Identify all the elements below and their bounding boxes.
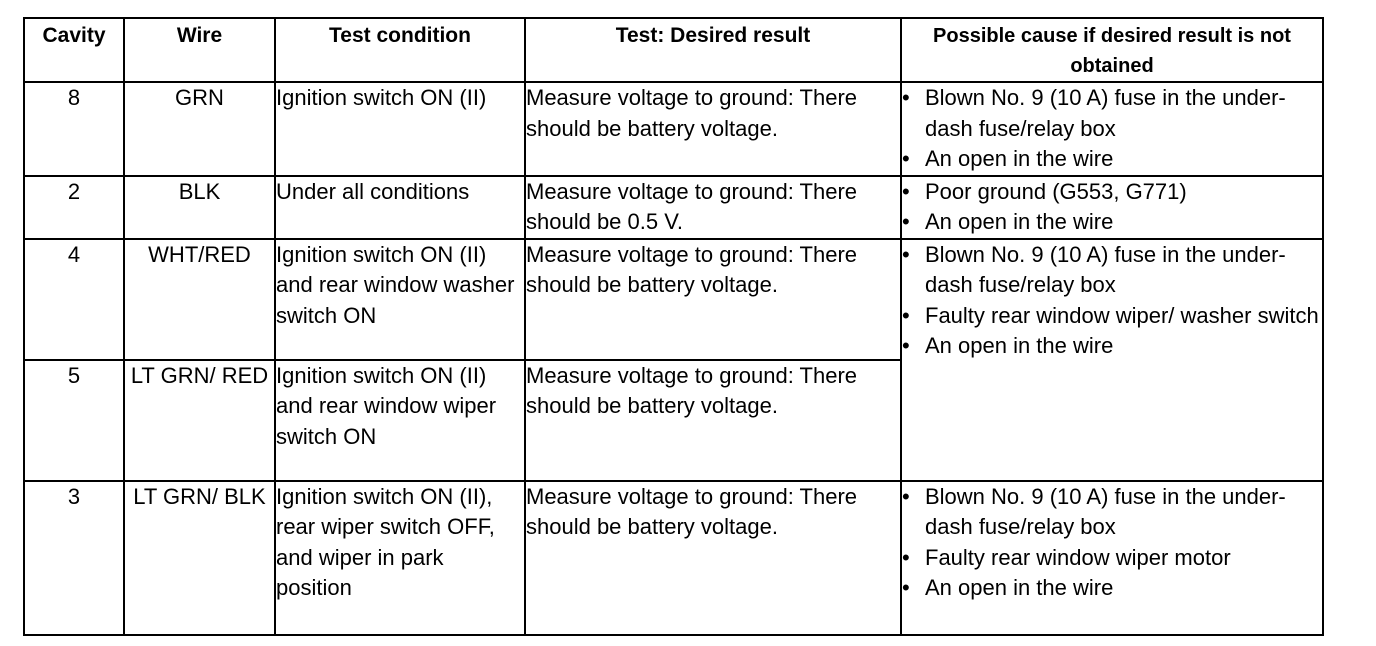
bullet-icon: • xyxy=(902,178,910,204)
cause-item xyxy=(902,573,1322,604)
bullet-icon: • xyxy=(902,333,910,358)
cavity-cell: 5 xyxy=(24,360,124,481)
cause-text: Blown No. 9 (10 A) fuse in the under-dash fuse/relay box xyxy=(925,85,1286,141)
table-row xyxy=(24,82,1323,176)
desired-result-cell: Measure voltage to ground: There should be battery voltage. xyxy=(525,239,901,360)
cause-item xyxy=(902,177,1322,208)
cause-item xyxy=(902,331,1322,362)
cause-list xyxy=(902,177,1322,238)
cavity-cell: 3 xyxy=(24,481,124,635)
bullet-icon: • xyxy=(902,209,910,234)
cause-text: An open in the wire xyxy=(925,333,1114,358)
bullet-icon: • xyxy=(902,146,910,171)
table-row xyxy=(24,239,1323,360)
desired-result-cell: Measure voltage to ground: There should be 0.5 V. xyxy=(525,176,901,239)
header-row xyxy=(24,18,1323,82)
header-test-condition: Test condition xyxy=(275,18,525,82)
desired-result-cell: Measure voltage to ground: There should be battery voltage. xyxy=(525,82,901,176)
cause-item xyxy=(902,83,1322,144)
wire-cell: LT GRN/ RED xyxy=(124,360,275,481)
cause-text: Faulty rear window wiper/ washer switch xyxy=(925,302,1319,328)
header-cavity: Cavity xyxy=(24,18,124,82)
bullet-icon: • xyxy=(902,544,910,570)
cause-text: An open in the wire xyxy=(925,575,1114,600)
bullet-icon: • xyxy=(902,85,910,110)
cause-text: Faulty rear window wiper motor xyxy=(925,544,1231,570)
header-wire: Wire xyxy=(124,18,275,82)
cause-text: Blown No. 9 (10 A) fuse in the under-dash fuse/relay box xyxy=(925,241,1286,297)
header-possible-cause: Possible cause if desired result is not obtained xyxy=(901,18,1323,82)
wire-cell: WHT/RED xyxy=(124,239,275,360)
test-condition-cell: Ignition switch ON (II) xyxy=(275,82,525,176)
cause-text: An open in the wire xyxy=(925,146,1114,171)
cause-item xyxy=(902,482,1322,543)
wire-cell: BLK xyxy=(124,176,275,239)
cavity-cell: 2 xyxy=(24,176,124,239)
cause-item xyxy=(902,301,1322,332)
cause-list xyxy=(902,482,1322,604)
test-condition-cell: Under all conditions xyxy=(275,176,525,239)
cause-text: Blown No. 9 (10 A) fuse in the under-dash fuse/relay box xyxy=(925,483,1286,539)
desired-result-cell: Measure voltage to ground: There should be battery voltage. xyxy=(525,481,901,635)
test-condition-cell: Ignition switch ON (II) and rear window wiper switch ON xyxy=(275,360,525,481)
wire-test-table xyxy=(23,17,1324,636)
test-condition-cell: Ignition switch ON (II) and rear window washer switch ON xyxy=(275,239,525,360)
cause-item xyxy=(902,207,1322,238)
possible-cause-cell xyxy=(901,82,1323,176)
desired-result-cell: Measure voltage to ground: There should be battery voltage. xyxy=(525,360,901,481)
cause-list xyxy=(902,240,1322,362)
possible-cause-cell xyxy=(901,176,1323,239)
table-row xyxy=(24,176,1323,239)
cavity-cell: 4 xyxy=(24,239,124,360)
header-desired-result: Test: Desired result xyxy=(525,18,901,82)
bullet-icon: • xyxy=(902,483,910,509)
bullet-icon: • xyxy=(902,241,910,267)
cause-item xyxy=(902,240,1322,301)
bullet-icon: • xyxy=(902,575,910,600)
possible-cause-cell xyxy=(901,481,1323,635)
bullet-icon: • xyxy=(902,302,910,328)
test-condition-cell: Ignition switch ON (II), rear wiper switch OFF, and wiper in park position xyxy=(275,481,525,635)
cavity-cell: 8 xyxy=(24,82,124,176)
wire-cell: GRN xyxy=(124,82,275,176)
possible-cause-cell xyxy=(901,239,1323,481)
table-row xyxy=(24,481,1323,635)
cause-text: An open in the wire xyxy=(925,209,1114,234)
cause-item xyxy=(902,543,1322,574)
cause-item xyxy=(902,144,1322,175)
cause-list xyxy=(902,83,1322,175)
cause-text: Poor ground (G553, G771) xyxy=(925,178,1187,204)
wire-cell: LT GRN/ BLK xyxy=(124,481,275,635)
